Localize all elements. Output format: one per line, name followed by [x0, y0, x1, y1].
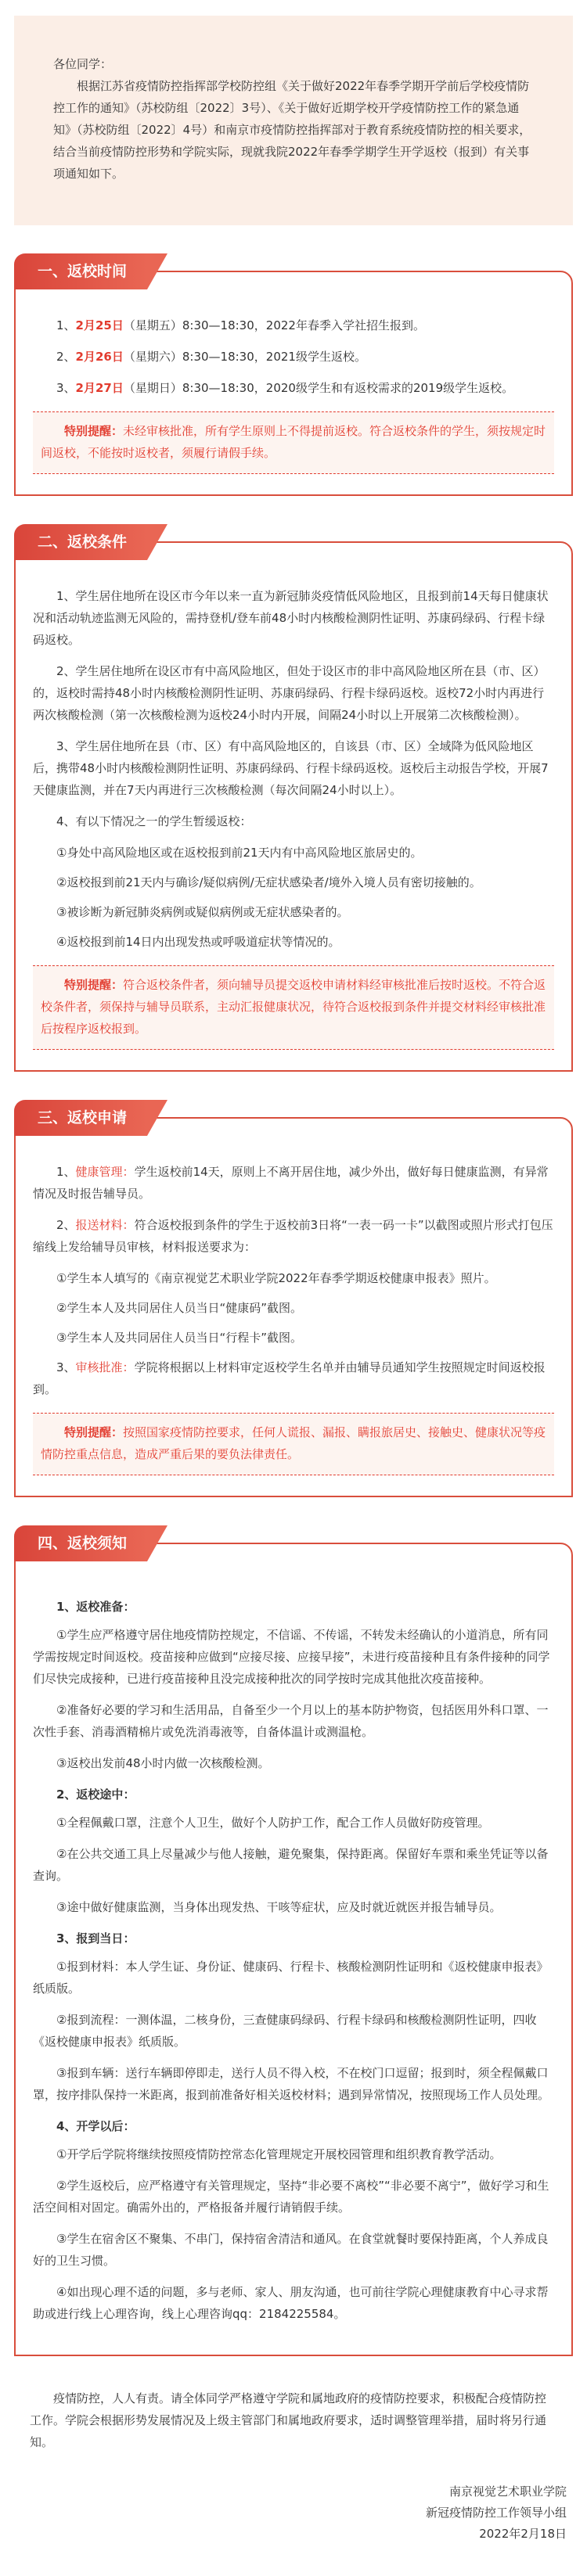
section-title: 一、返校时间: [14, 253, 147, 289]
list-item: ①学生应严格遵守居住地疫情防控规定，不信谣、不传谣，不转发未经确认的小道消息，所有同学需按规定时间返校。疫苗接种应做到“应接尽接、应接早接”，未进行疫苗接种且有条件接种的同学们尽快完成接种，已进行疫苗接种且没完成接种批次的同学按时完成其他批次疫苗接种。: [33, 1628, 550, 1686]
subsection-heading: 4、开学以后：: [56, 2119, 135, 2133]
list-item: ②返校报到前21天内与确诊/疑似病例/无症状感染者/境外入境人员有密切接触的。: [56, 875, 481, 889]
list-item: ③途中做好健康监测，当身体出现发热、干咳等症状，应及时就近就医并报告辅导员。: [56, 1900, 502, 1914]
list-item: ③被诊断为新冠肺炎病例或疑似病例或无症状感染者的。: [56, 905, 349, 919]
list-item: ②学生返校后，应严格遵守有关管理规定，坚持“非必要不离校”“非必要不离宁”，做好学习和生活空间相对固定。确需外出的，严格报备并履行请销假手续。: [33, 2179, 549, 2215]
schedule-item: 2、2月26日（星期六）8:30—18:30，2021级学生返校。: [56, 350, 366, 364]
special-reminder: [33, 411, 554, 474]
application-paragraph: 2、报送材料：符合返校报到条件的学生于返校前3日将“一表一码一卡”以截图或照片形式打包压缩线上发给辅导员审核，材料报送要求为：: [33, 1218, 553, 1254]
section-title: 四、返校须知: [14, 1525, 147, 1561]
subsection-heading: 3、报到当日：: [56, 1931, 135, 1945]
reminder-label: 特别提醒：: [64, 424, 124, 438]
list-item: ②准备好必要的学习和生活用品，自备至少一个月以上的基本防护物资，包括医用外科口罩、一次性手套、消毒酒精棉片或免洗消毒液等，自备体温计或测温枪。: [33, 1703, 549, 1739]
subsection-heading: 2、返校途中：: [56, 1787, 135, 1802]
condition-paragraph: 3、学生居住地所在县（市、区）有中高风险地区的，自该县（市、区）全域降为低风险地区后，携带48小时内核酸检测阴性证明、苏康码绿码、行程卡绿码返校。返校后主动报告学校，开展7天健康监测，并在7天内再进行三次核酸检测（每次间隔24小时以上）。: [33, 739, 549, 797]
special-reminder: [33, 965, 554, 1050]
application-paragraph: 1、健康管理：学生返校前14天，原则上不离开居住地，减少外出，做好每日健康监测，有异常情况及时报告辅导员。: [33, 1165, 549, 1201]
condition-paragraph: 1、学生居住地所在设区市今年以来一直为新冠肺炎疫情低风险地区，且报到前14天每日健康状况和活动轨迹监测无风险的，需持登机/登车前48小时内核酸检测阴性证明、苏康码绿码、行程卡绿码返校。: [33, 589, 549, 647]
condition-paragraph: 2、学生居住地所在设区市有中高风险地区，但处于设区市的非中高风险地区所在县（市、区）的，返校时需持48小时内核酸检测阴性证明、苏康码绿码、行程卡绿码返校。返校72小时内再进行两次核酸检测（第一次核酸检测为返校24小时内开展，间隔24小时以上开展第二次核酸检测）。: [33, 664, 546, 722]
signature-org: 南京视觉艺术职业学院: [448, 2484, 567, 2499]
section-return-notes: [14, 1535, 573, 2356]
list-item: ③学生本人及共同居住人员当日“行程卡”截图。: [56, 1331, 302, 1345]
section-title: 三、返校申请: [14, 1100, 147, 1136]
signature-group: 新冠疫情防控工作领导小组: [425, 2506, 567, 2520]
reminder-label: 特别提醒：: [64, 978, 124, 992]
list-item: ②报到流程：一测体温，二核身份，三查健康码绿码、行程卡绿码和核酸检测阴性证明，四收《返校健康申报表》纸质版。: [33, 2013, 537, 2049]
section-return-time: [14, 263, 573, 496]
list-item: ①报到材料：本人学生证、身份证、健康码、行程卡、核酸检测阴性证明和《返校健康申报表》纸质版。: [33, 1960, 549, 1996]
list-item: ③学生在宿舍区不聚集、不串门，保持宿舍清洁和通风。在食堂就餐时要保持距离，个人养成良好的卫生习惯。: [33, 2232, 549, 2268]
schedule-item: 1、2月25日（星期五）8:30—18:30，2022年春季入学社招生报到。: [56, 318, 425, 332]
list-item: ③报到车辆：送行车辆即停即走，送行人员不得入校，不在校门口逗留；报到时，须全程佩戴口罩，按序排队保持一米距离，报到前准备好相关返校材料；遇到异常情况，按照现场工作人员处理。: [33, 2066, 550, 2102]
greeting: 各位同学：: [53, 57, 113, 71]
intro-body: 根据江苏省疫情防控指挥部学校防控组《关于做好2022年春季学期开学前后学校疫情防控工作的通知》（苏校防组〔2022〕3号）、《关于做好近期学校开学疫情防控工作的紧急通知》（苏校防组〔2022〕4号）和南京市疫情防控指挥部对于教育系统疫情防控的相关要求，结合当前疫情防控形势和学院实际，现就我院2022年春季学期学生开学返校（报到）有关事项通知如下。: [53, 79, 531, 181]
reminder-text: 未经审核批准，所有学生原则上不得提前返校。符合返校条件的学生，须按规定时间返校，不能按时返校者，须履行请假手续。: [41, 424, 546, 460]
intro-panel: [14, 16, 573, 225]
list-item: ①开学后学院将继续按照疫情防控常态化管理规定开展校园管理和组织教育教学活动。: [56, 2147, 502, 2161]
reminder-label: 特别提醒：: [64, 1425, 124, 1439]
closing-paragraph: 疫情防控，人人有责。请全体同学严格遵守学院和属地政府的疫情防控要求，积极配合疫情防控工作。学院会根据形势发展情况及上级主管部门和属地政府要求，适时调整管理举措，届时将另行通知。: [30, 2391, 547, 2449]
reminder-text: 按照国家疫情防控要求，任何人谎报、漏报、瞒报旅居史、接触史、健康状况等疫情防控重点信息，造成严重后果的要负法律责任。: [41, 1425, 546, 1461]
schedule-item: 3、2月27日（星期日）8:30—18:30，2020级学生和有返校需求的2019级学生返校。: [56, 381, 514, 395]
condition-paragraph: 4、有以下情况之一的学生暂缓返校：: [56, 814, 252, 828]
section-return-application: [14, 1109, 573, 1497]
list-item: ①身处中高风险地区或在返校报到前21天内有中高风险地区旅居史的。: [56, 846, 423, 860]
signature-block: [0, 2481, 567, 2545]
subsection-heading: 1、返校准备：: [56, 1600, 135, 1614]
list-item: ①学生本人填写的《南京视觉艺术职业学院2022年春季学期返校健康申报表》照片。: [56, 1271, 496, 1285]
list-item: ③返校出发前48小时内做一次核酸检测。: [56, 1756, 270, 1770]
list-item: ②学生本人及共同居住人员当日“健康码”截图。: [56, 1301, 302, 1315]
special-reminder: [33, 1413, 554, 1475]
section-title: 二、返校条件: [14, 524, 147, 560]
section-return-conditions: [14, 534, 573, 1072]
application-paragraph: 3、审核批准：学院将根据以上材料审定返校学生名单并由辅导员通知学生按照规定时间返校报到。: [33, 1360, 546, 1396]
list-item: ④返校报到前14日内出现发热或呼吸道症状等情况的。: [56, 935, 340, 949]
list-item: ②在公共交通工具上尽量减少与他人接触，避免聚集，保持距离。保留好车票和乘坐凭证等以备查询。: [33, 1847, 549, 1883]
list-item: ①全程佩戴口罩，注意个人卫生，做好个人防护工作，配合工作人员做好防疫管理。: [56, 1816, 490, 1830]
signature-date: 2022年2月18日: [479, 2527, 567, 2541]
reminder-text: 符合返校条件者，须向辅导员提交返校申请材料经审核批准后按时返校。不符合返校条件者，须保持与辅导员联系，主动汇报健康状况，待符合返校报到条件并提交材料经审核批准后按程序返校报到。: [41, 978, 546, 1036]
list-item: ④如出现心理不适的问题，多与老师、家人、朋友沟通，也可前往学院心理健康教育中心寻求帮助或进行线上心理咨询，线上心理咨询qq：2184225584。: [33, 2285, 549, 2321]
